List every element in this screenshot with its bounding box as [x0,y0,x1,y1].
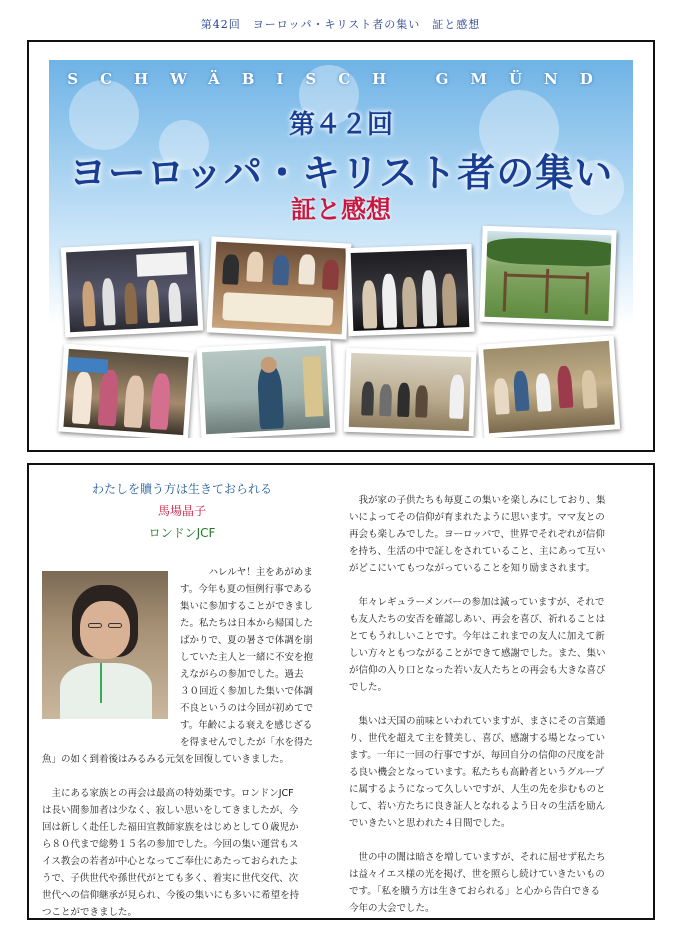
text-line: る良い機会となっています。私たちも高齢者というグループ [349,767,604,778]
photo-dinner-table [207,236,352,339]
text-line: えながらの参加でした。過去 [180,669,304,680]
text-line: しい方々ともつながることができて感謝でした。また、集い [349,648,606,659]
text-line: ら８０代まで総勢１５名の参加でした。今回の集い運営もス [42,839,299,850]
author-portrait [42,571,168,719]
text-line: 我が家の子供たちも毎夏この集いを楽しみにしており、集 [349,495,606,506]
text-line: うで、子供世代や孫世代がとても多く、着実に世代交代、次 [42,873,299,884]
testimony-frame [27,463,655,920]
text-line: 世の中の闇は暗さを増していますが、それに屈せず私たち [349,852,606,863]
cover-banner [49,60,633,438]
text-line: す。年齢による衰えを感じざる [180,720,313,731]
text-line: 世代への信仰継承が見られ、今後の集いにも多いに希望を持 [42,890,300,901]
brand-lettering [49,70,633,88]
text-line: ３０回近く参加した集いで体調 [180,686,314,697]
text-line: た。私たちは日本から帰国した [180,618,314,629]
text-line: がどこにいてもつながっていることを知り励まされます。 [349,563,596,574]
text-line: 不良というのは今回が初めてで [180,703,314,714]
text-line: 今年の大会でした。 [349,903,435,914]
text-line: を得ませんでしたが「水を得た [180,737,314,748]
text-line: していた主人と一緒に不安を抱 [180,652,314,663]
text-line: でいきたいと思われた４日間でした。 [349,818,511,829]
text-line [42,768,328,785]
brand-text: SCHWÄBISCH GMÜND [67,70,615,88]
text-line: 回は新しく赴任した福田宣教師家族をはじめとして０歳児か [42,822,299,833]
text-line: に属するようになって久しいですが、人生の先を歩むものと [349,784,606,795]
main-title: ヨーロッパ・キリスト者の集い [68,151,614,195]
text-line: 主にある家族との再会は最高の特効薬です。ロンドンJCF [42,788,294,799]
testimony-church: ロンドンJCF [148,526,216,540]
text-line [349,832,641,849]
photo-worship-band [61,240,204,337]
text-line: り、世代を超えて主を賛美し、喜び、感謝する場となってい [349,733,606,744]
text-line: は長い間参加者は少なく、寂しい思いをしてきましたが、今 [42,805,299,816]
text-line: ます。一年に一回の行事ですが、毎回自分の信仰の尺度を計 [349,750,605,761]
text-line: ばかりで、夏の暑さで体調を崩 [180,635,313,646]
text-line: は益々イエス様の光を掲げ、世を照らし続けていきたいもの [349,869,605,880]
text-line: が信仰の入り口となった若い友人たちとの再会も大きな喜び [349,665,606,676]
photo-speaker [197,341,336,438]
text-line [349,577,641,594]
photo-meeting-hall [344,348,477,436]
photo-group-evening [346,244,475,336]
text-line: とてもうれしいことです。今年はこれまでの友人に加えて新 [349,631,605,642]
text-line: す。今年も夏の恒例行事である [180,584,313,595]
text-line: です。「私を贖う方は生きておられる」と心から告白できる [349,886,600,897]
text-line: いによってその信仰が育まれたように思います。ママ友との [349,512,605,523]
edition-title: 第４２回 [288,110,393,140]
text-line: して、若い方たちに良き証人となれるよう日々の生活を励ん [349,801,606,812]
text-line: つことができました。 [42,907,138,918]
testimony-right-column [349,492,641,917]
text-line: 再会も楽しみでした。ヨーロッパで、世界でそれぞれが信仰 [349,529,605,540]
text-line: も友人たちの安否を確認しあい、再会を喜び、祈れることは [349,614,606,625]
photo-choir-singing [58,344,194,438]
testimony-left-column [42,751,328,921]
testimony-heading: わたしを贖う方は生きておられる [91,482,272,496]
testimony-author: 馬場晶子 [157,504,206,518]
text-line: 集いに参加することができまし [180,601,314,612]
text-line: 集いは天国の前味といわれていますが、まさにその言葉通 [349,716,606,727]
running-head: 第42回 ヨーロッパ・キリスト者の集い 証と感想 [200,18,481,31]
text-line: でした。 [349,682,388,693]
photo-garden-park [479,226,616,327]
text-line: 魚」の如く到着後はみるみる元気を回復していきました。 [42,754,290,765]
testimony-intro-text [180,564,328,751]
text-line: ハレルヤ！主をあがめま [208,567,313,578]
cover-frame [27,40,655,452]
sub-title: 証と感想 [290,195,391,224]
text-line [349,696,641,713]
photo-group-circle [478,335,620,438]
text-line: 年々レギュラーメンバーの参加は減っていますが、それで [349,597,605,608]
text-line: イス教会の若者が中心となってご奉仕にあたっておられたよ [42,856,299,867]
text-line: を持ち、生活の中で証しをされていること、主にあって互い [349,546,606,557]
